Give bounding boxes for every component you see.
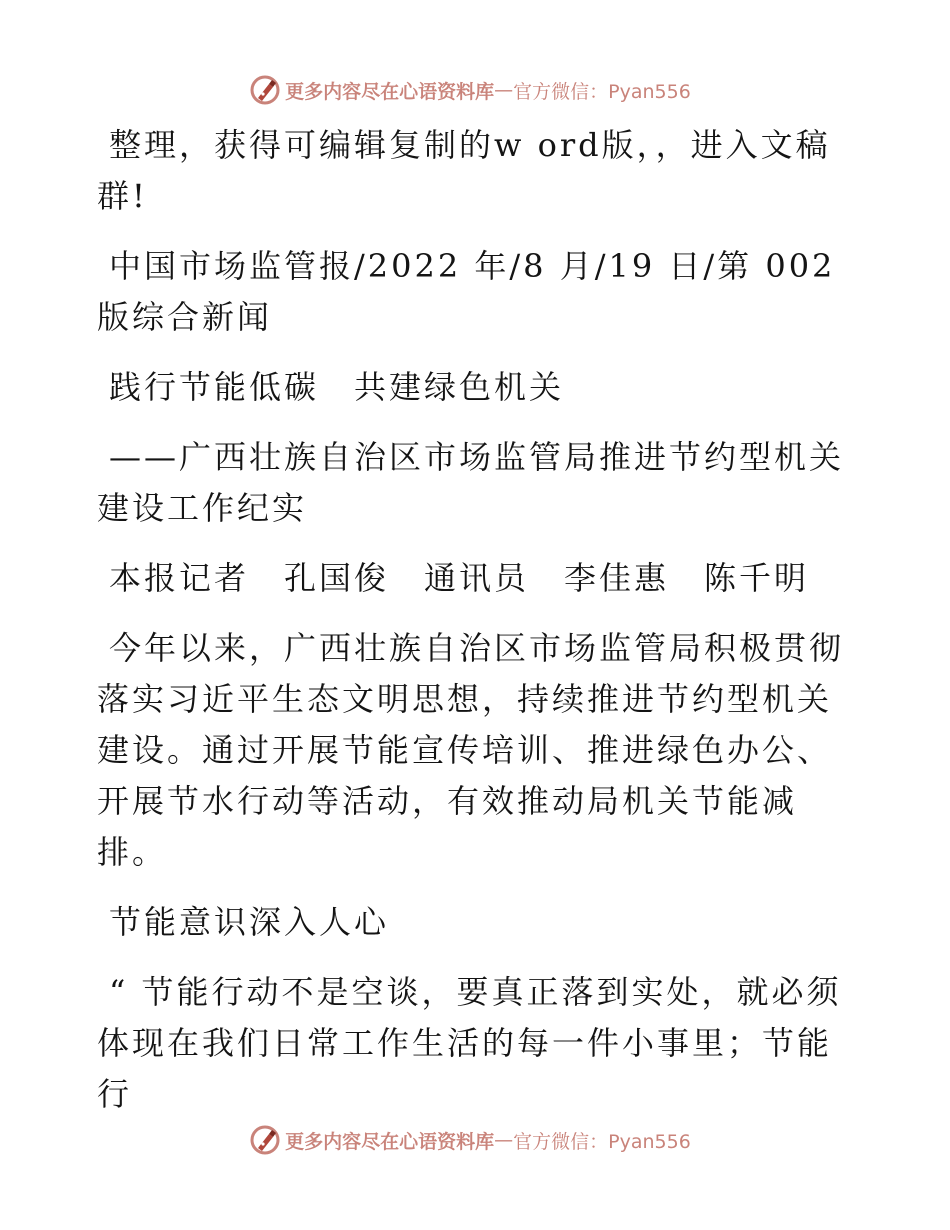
lead-paragraph: 今年以来，广西壮族自治区市场监管局积极贯彻落实习近平生态文明思想，持续推进节约型机关建设。通过开展节能宣传培训、推进绿色办公、开展节水行动等活动，有效推动局机关节能减排。 bbox=[97, 629, 845, 871]
source-line: 中国市场监管报/2022 年/8 月/19 日/第 002 版综合新闻 bbox=[97, 247, 836, 336]
article-subtitle: ——广西壮族自治区市场监管局推进节约型机关建设工作纪实 bbox=[97, 438, 845, 527]
watermark-wechat-text: 官方微信：Pyan556 bbox=[513, 80, 691, 103]
watermark-separator: — bbox=[494, 1129, 514, 1151]
watermark-wechat-text: 官方微信：Pyan556 bbox=[513, 1130, 691, 1153]
footer-watermark bbox=[0, 1123, 950, 1157]
watermark-site-text: 更多内容尽在心语资料库 bbox=[285, 1130, 495, 1153]
section-heading: 节能意识深入人心 bbox=[109, 903, 390, 941]
byline: 本报记者 孔国俊 通讯员 李佳惠 陈千明 bbox=[109, 559, 810, 597]
header-watermark bbox=[0, 73, 950, 107]
article-title: 践行节能低碳 共建绿色机关 bbox=[109, 368, 565, 406]
intro-note: 整理，获得可编辑复制的w ord版，，进入文稿群! bbox=[97, 126, 831, 215]
watermark-site-text: 更多内容尽在心语资料库 bbox=[285, 80, 495, 103]
document-body bbox=[97, 120, 857, 1139]
fountain-pen-logo-icon bbox=[249, 1124, 281, 1156]
fountain-pen-logo-icon bbox=[249, 74, 281, 106]
watermark-separator: — bbox=[494, 79, 514, 101]
body-paragraph: “ 节能行动不是空谈，要真正落到实处，就必须体现在我们日常工作生活的每一件小事里；节能行 bbox=[97, 973, 842, 1113]
